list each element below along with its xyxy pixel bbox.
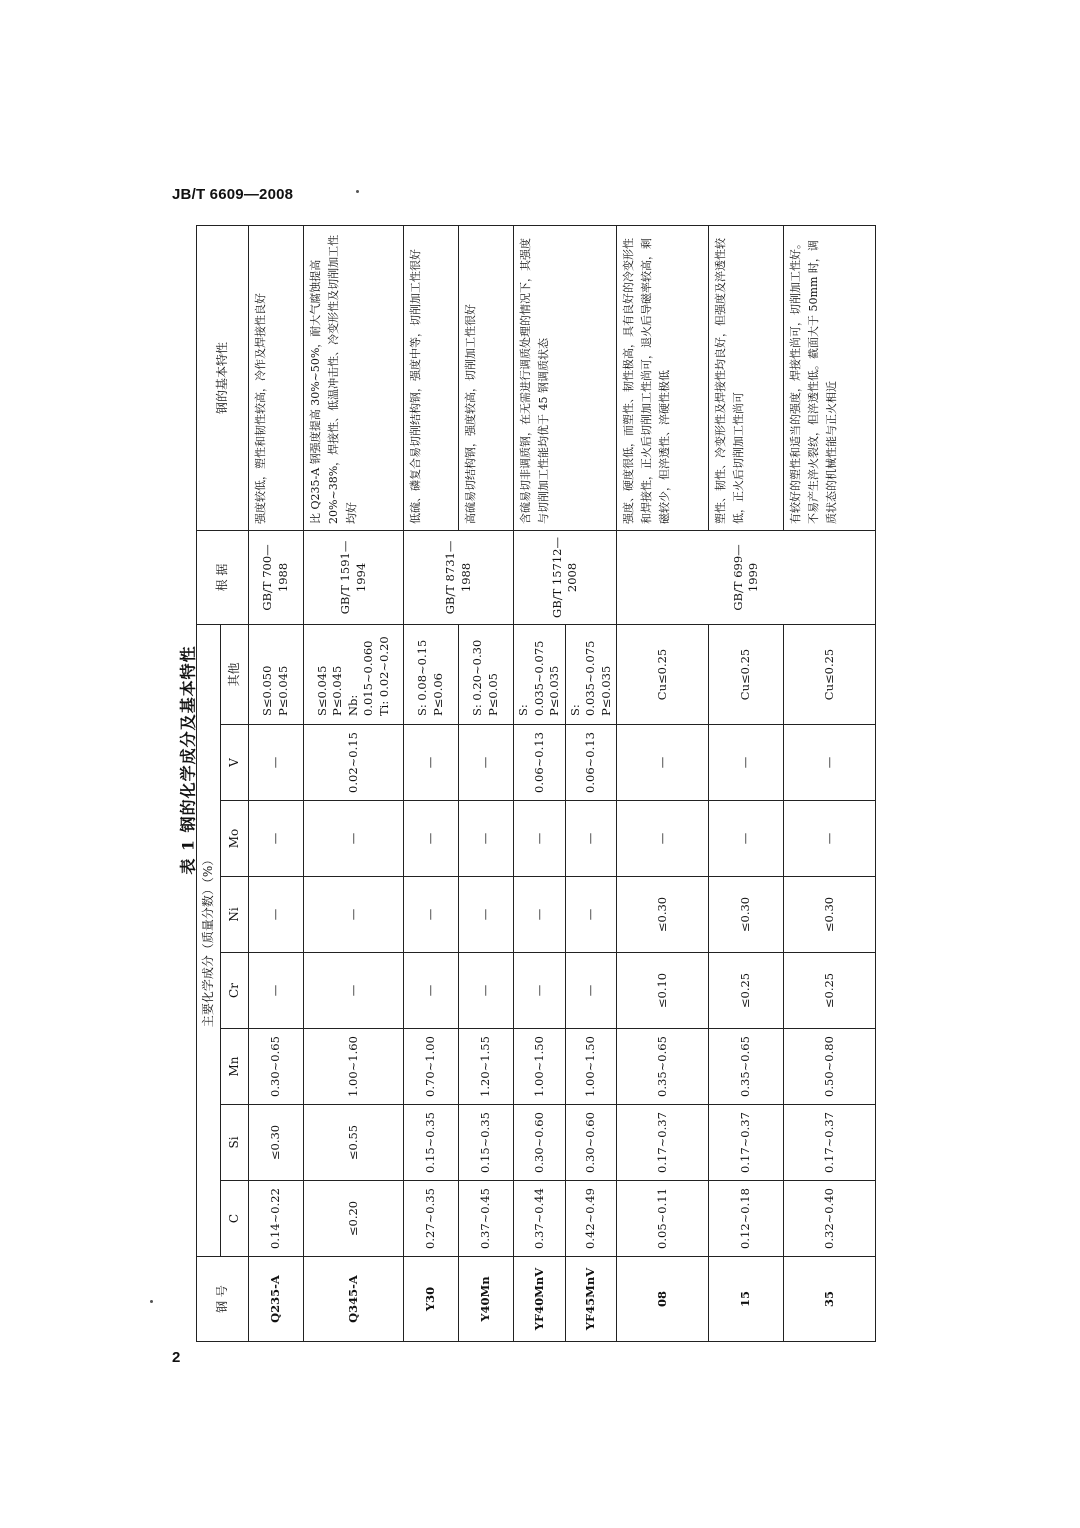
cell-other: [617, 624, 709, 724]
cell-cr: ≤0.25: [784, 953, 876, 1029]
cell-c: 0.12~0.18: [709, 1181, 784, 1257]
table-row: [709, 225, 784, 1341]
other-line: Cu≤0.25: [738, 648, 753, 701]
cell-properties: 强度较低，塑性和韧性较高，冷作及焊接性良好: [249, 225, 304, 530]
other-line: S: 0.035~0.075: [516, 640, 546, 716]
cell-other: [784, 624, 876, 724]
other-line: Cu≤0.25: [821, 648, 836, 701]
cell-c: 0.37~0.44: [514, 1181, 566, 1257]
cell-grade: YF40MnV: [514, 1257, 566, 1342]
cell-mo: —: [404, 801, 459, 877]
cell-mn: 0.35~0.65: [709, 1029, 784, 1105]
cell-basis: GB/T 699—1999: [617, 530, 876, 624]
other-line: S: 0.08~0.15: [415, 639, 430, 716]
other-line: S: 0.20~0.30: [470, 639, 485, 716]
other-line: S: 0.035~0.075: [567, 640, 598, 716]
other-line: S≤0.050: [260, 665, 275, 716]
cell-si: 0.17~0.37: [784, 1105, 876, 1181]
cell-other: [565, 624, 617, 724]
cell-grade: Q235-A: [249, 1257, 304, 1342]
cell-c: 0.37~0.45: [459, 1181, 514, 1257]
cell-other: [404, 624, 459, 724]
cell-mn: 1.20~1.55: [459, 1029, 514, 1105]
cell-v: 0.06~0.13: [514, 725, 566, 801]
cell-mo: —: [709, 801, 784, 877]
cell-grade: YF45MnV: [565, 1257, 617, 1342]
header-element-other: 其他: [221, 624, 249, 724]
table-row: [617, 225, 709, 1341]
cell-cr: —: [459, 953, 514, 1029]
cell-ni: ≤0.30: [709, 877, 784, 953]
cell-ni: —: [459, 877, 514, 953]
cell-basis: GB/T 700—1988: [249, 530, 304, 624]
table-row: [514, 225, 566, 1341]
scan-speck: [356, 190, 359, 193]
cell-c: 0.14~0.22: [249, 1181, 304, 1257]
other-line: P≤0.035: [598, 665, 613, 716]
cell-other: [249, 624, 304, 724]
cell-mn: 0.35~0.65: [617, 1029, 709, 1105]
cell-cr: —: [304, 953, 404, 1029]
header-row-group: [197, 225, 221, 1341]
cell-mo: —: [617, 801, 709, 877]
cell-grade: 08: [617, 1257, 709, 1342]
cell-si: ≤0.30: [249, 1105, 304, 1181]
cell-si: ≤0.55: [304, 1105, 404, 1181]
cell-properties: 高硫易切结构钢，强度较高，切削加工性很好: [459, 225, 514, 530]
cell-mo: —: [565, 801, 617, 877]
cell-v: —: [784, 725, 876, 801]
header-basis: 根 据: [197, 530, 249, 624]
cell-mn: 1.00~1.60: [304, 1029, 404, 1105]
cell-v: 0.06~0.13: [565, 725, 617, 801]
cell-si: 0.15~0.35: [459, 1105, 514, 1181]
cell-grade: 15: [709, 1257, 784, 1342]
cell-v: —: [459, 725, 514, 801]
other-line: Nb: 0.015~0.060: [345, 640, 376, 716]
header-element-mo: Mo: [221, 801, 249, 877]
cell-other: [709, 624, 784, 724]
cell-v: —: [404, 725, 459, 801]
cell-properties: 塑性、韧性、冷变形性及焊接性均良好，但强度及淬透性较低，正火后切削加工性尚可: [709, 225, 784, 530]
cell-mn: 0.70~1.00: [404, 1029, 459, 1105]
cell-mn: 0.50~0.80: [784, 1029, 876, 1105]
cell-mo: —: [514, 801, 566, 877]
steel-composition-table: [196, 225, 876, 1342]
cell-other: [514, 624, 566, 724]
cell-v: 0.02~0.15: [304, 725, 404, 801]
cell-mo: —: [784, 801, 876, 877]
cell-ni: ≤0.30: [617, 877, 709, 953]
cell-c: 0.05~0.11: [617, 1181, 709, 1257]
scan-speck: [150, 1300, 153, 1303]
cell-mn: 1.00~1.50: [514, 1029, 566, 1105]
other-line: S≤0.045: [314, 665, 329, 716]
header-element-mn: Mn: [221, 1029, 249, 1105]
header-element-ni: Ni: [221, 877, 249, 953]
cell-mn: 1.00~1.50: [565, 1029, 617, 1105]
table-row: [784, 225, 876, 1341]
cell-ni: ≤0.30: [784, 877, 876, 953]
cell-cr: —: [565, 953, 617, 1029]
cell-mn: 0.30~0.65: [249, 1029, 304, 1105]
cell-ni: —: [304, 877, 404, 953]
cell-properties: 低硫、磷复合易切削结构钢，强度中等，切削加工性很好: [404, 225, 459, 530]
cell-basis: GB/T 15712—2008: [514, 530, 617, 624]
table-row: [459, 225, 514, 1341]
cell-c: 0.32~0.40: [784, 1181, 876, 1257]
cell-mo: —: [249, 801, 304, 877]
table-caption: 表 1 钢的化学成分及基本特性: [178, 645, 198, 875]
cell-si: 0.30~0.60: [514, 1105, 566, 1181]
cell-cr: —: [514, 953, 566, 1029]
cell-cr: ≤0.25: [709, 953, 784, 1029]
cell-ni: —: [249, 877, 304, 953]
cell-si: 0.30~0.60: [565, 1105, 617, 1181]
table-row: [404, 225, 459, 1341]
cell-si: 0.17~0.37: [617, 1105, 709, 1181]
cell-si: 0.15~0.35: [404, 1105, 459, 1181]
cell-properties: 含硫易切非调质钢，在无需进行调质处理的情况下，其强度与切削加工性能均优于 45 钢调质状态: [514, 225, 617, 530]
cell-mo: —: [459, 801, 514, 877]
other-line: Cu≤0.25: [654, 648, 669, 701]
table-row: [249, 225, 304, 1341]
other-line: P≤0.06: [431, 673, 445, 716]
cell-other: [459, 624, 514, 724]
cell-grade: Y30: [404, 1257, 459, 1342]
page-number: 2: [172, 1349, 181, 1366]
document-code: JB/T 6609—2008: [172, 186, 294, 203]
cell-v: —: [709, 725, 784, 801]
cell-cr: ≤0.10: [617, 953, 709, 1029]
cell-other: [304, 624, 404, 724]
other-line: P≤0.045: [276, 665, 290, 716]
cell-properties: 比 Q235-A 钢强度提高 30%~50%，耐大气腐蚀提高 20%~38%，焊接性、低温冲击性、冷变形性及切削加工性均好: [304, 225, 404, 530]
cell-ni: —: [514, 877, 566, 953]
cell-v: —: [617, 725, 709, 801]
header-element-c: C: [221, 1181, 249, 1257]
cell-ni: —: [565, 877, 617, 953]
cell-basis: GB/T 1591—1994: [304, 530, 404, 624]
other-line: P≤0.045: [330, 665, 345, 716]
cell-mo: —: [304, 801, 404, 877]
cell-basis: GB/T 8731—1988: [404, 530, 514, 624]
other-line: Ti: 0.02~0.20: [376, 636, 391, 716]
cell-grade: Y40Mn: [459, 1257, 514, 1342]
table-row: [304, 225, 404, 1341]
cell-c: 0.27~0.35: [404, 1181, 459, 1257]
cell-cr: —: [404, 953, 459, 1029]
cell-properties: 有较好的塑性和适当的强度，焊接性尚可，切削加工性好。不易产生淬火裂纹，但淬透性低。截面大于 50mm 时，调质状态的机械性能与正火相近: [784, 225, 876, 530]
cell-ni: —: [404, 877, 459, 953]
cell-cr: —: [249, 953, 304, 1029]
cell-grade: Q345-A: [304, 1257, 404, 1342]
header-element-cr: Cr: [221, 953, 249, 1029]
cell-si: 0.17~0.37: [709, 1105, 784, 1181]
header-composition: 主要化学成分（质量分数）（%）: [197, 624, 221, 1256]
header-grade: 钢 号: [197, 1257, 249, 1342]
cell-v: —: [249, 725, 304, 801]
cell-grade: 35: [784, 1257, 876, 1342]
other-line: P≤0.035: [547, 665, 562, 716]
other-line: P≤0.05: [486, 673, 500, 716]
rotated-table-holder: [196, 226, 862, 1342]
header-element-si: Si: [221, 1105, 249, 1181]
cell-c: 0.42~0.49: [565, 1181, 617, 1257]
cell-c: ≤0.20: [304, 1181, 404, 1257]
header-properties: 钢的基本特性: [197, 225, 249, 530]
header-element-v: V: [221, 725, 249, 801]
cell-properties: 强度、硬度很低，而塑性、韧性极高，具有良好的冷变形性和焊接性，正火后切削加工性尚可，退火后导磁率较高，剩磁较少，但淬透性、淬硬性极低: [617, 225, 709, 530]
